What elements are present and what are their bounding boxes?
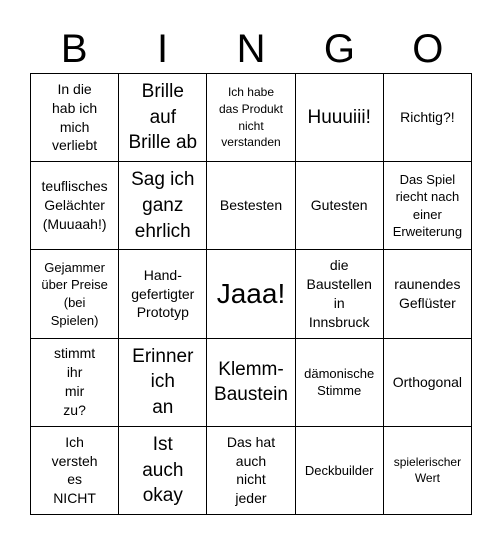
bingo-cell-r2-c3[interactable]: Bestesten [207, 162, 295, 250]
bingo-cell-r5-c2[interactable]: Ist auch okay [119, 427, 207, 515]
bingo-cell-r2-c2[interactable]: Sag ich ganz ehrlich [119, 162, 207, 250]
bingo-cell-r4-c3[interactable]: Klemm- Baustein [207, 339, 295, 427]
bingo-cell-r3-c4[interactable]: die Baustellen in Innsbruck [296, 250, 384, 338]
bingo-cell-r2-c5[interactable]: Das Spiel riecht nach einer Erweiterung [384, 162, 472, 250]
bingo-cell-r5-c4[interactable]: Deckbuilder [296, 427, 384, 515]
bingo-cell-r5-c1[interactable]: Ich versteh es NICHT [31, 427, 119, 515]
header-letter-b: B [60, 27, 88, 71]
bingo-cell-r1-c1[interactable]: In die hab ich mich verliebt [31, 74, 119, 162]
bingo-cell-r1-c4[interactable]: Huuuiii! [296, 74, 384, 162]
bingo-cell-r5-c5[interactable]: spielerischer Wert [384, 427, 472, 515]
bingo-cell-r4-c2[interactable]: Erinner ich an [119, 339, 207, 427]
bingo-cell-r3-c5[interactable]: raunendes Geflüster [384, 250, 472, 338]
bingo-cell-r3-c3[interactable]: Jaaa! [207, 250, 295, 338]
bingo-board [30, 73, 472, 515]
header-letter-g: G [323, 27, 355, 71]
bingo-header [30, 24, 472, 74]
bingo-cell-r4-c5[interactable]: Orthogonal [384, 339, 472, 427]
bingo-cell-r1-c2[interactable]: Brille auf Brille ab [119, 74, 207, 162]
bingo-cell-r5-c3[interactable]: Das hat auch nicht jeder [207, 427, 295, 515]
bingo-cell-r4-c1[interactable]: stimmt ihr mir zu? [31, 339, 119, 427]
bingo-cell-r1-c3[interactable]: Ich habe das Produkt nicht verstanden [207, 74, 295, 162]
bingo-cell-r1-c5[interactable]: Richtig?! [384, 74, 472, 162]
header-letter-o: O [412, 27, 444, 71]
bingo-cell-r3-c1[interactable]: Gejammer über Preise (bei Spielen) [31, 250, 119, 338]
bingo-cell-r2-c4[interactable]: Gutesten [296, 162, 384, 250]
bingo-cell-r2-c1[interactable]: teuflisches Gelächter (Muuaah!) [31, 162, 119, 250]
header-letter-i: I [157, 27, 169, 71]
bingo-cell-r4-c4[interactable]: dämonische Stimme [296, 339, 384, 427]
header-letter-n: N [236, 27, 266, 71]
bingo-cell-r3-c2[interactable]: Hand- gefertigter Prototyp [119, 250, 207, 338]
